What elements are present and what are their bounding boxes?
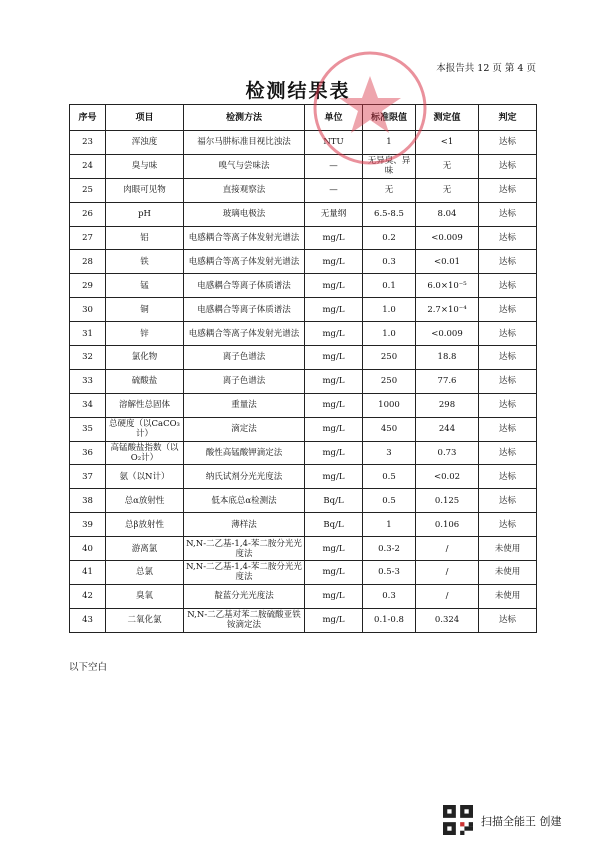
col-header-index: 序号 — [70, 105, 106, 131]
cell-method: 重量法 — [184, 393, 305, 417]
table-row — [70, 489, 537, 513]
cell-item: 游离氯 — [106, 537, 184, 561]
cell-unit: mg/L — [305, 465, 363, 489]
cell-limit: 250 — [363, 346, 416, 370]
cell-judgement: 未使用 — [479, 561, 537, 585]
cell-method: 酸性高锰酸钾滴定法 — [184, 441, 305, 465]
cell-judgement: 达标 — [479, 441, 537, 465]
cell-judgement: 达标 — [479, 250, 537, 274]
cell-item: 氯化物 — [106, 346, 184, 370]
col-header-method: 检测方法 — [184, 105, 305, 131]
cell-judgement: 达标 — [479, 393, 537, 417]
cell-value: 8.04 — [416, 202, 479, 226]
scanner-watermark: 扫描全能王 创建 — [481, 815, 562, 828]
cell-method: 离子色谱法 — [184, 369, 305, 393]
cell-value: 0.125 — [416, 489, 479, 513]
no-more-text: 以下空白 — [69, 662, 108, 673]
table-row — [70, 346, 537, 370]
cell-limit: 无 — [363, 178, 416, 202]
cell-item: pH — [106, 202, 184, 226]
cell-unit: mg/L — [305, 608, 363, 632]
cell-index: 27 — [70, 226, 106, 250]
cell-limit: 0.3-2 — [363, 537, 416, 561]
cell-limit: 450 — [363, 417, 416, 441]
cell-judgement: 达标 — [479, 178, 537, 202]
table-row — [70, 250, 537, 274]
table-row — [70, 393, 537, 417]
cell-limit: 6.5-8.5 — [363, 202, 416, 226]
cell-unit: mg/L — [305, 226, 363, 250]
cell-item: 总β放射性 — [106, 513, 184, 537]
cell-value: 0.106 — [416, 513, 479, 537]
cell-index: 38 — [70, 489, 106, 513]
cell-index: 32 — [70, 346, 106, 370]
cell-item: 肉眼可见物 — [106, 178, 184, 202]
cell-limit: 1.0 — [363, 322, 416, 346]
cell-value: 无 — [416, 178, 479, 202]
cell-value: <0.01 — [416, 250, 479, 274]
col-header-item: 项目 — [106, 105, 184, 131]
cell-judgement: 未使用 — [479, 537, 537, 561]
cell-judgement: 达标 — [479, 417, 537, 441]
cell-unit: mg/L — [305, 561, 363, 585]
cell-method: 直接观察法 — [184, 178, 305, 202]
cell-index: 29 — [70, 274, 106, 298]
cell-judgement: 达标 — [479, 513, 537, 537]
cell-limit: 无异臭、异味 — [363, 154, 416, 178]
cell-unit: — — [305, 178, 363, 202]
cell-limit: 0.5 — [363, 465, 416, 489]
cell-unit: mg/L — [305, 441, 363, 465]
cell-index: 37 — [70, 465, 106, 489]
col-header-limit: 标准限值 — [363, 105, 416, 131]
cell-limit: 1.0 — [363, 298, 416, 322]
cell-limit: 1 — [363, 131, 416, 155]
cell-item: 总硬度（以CaCO₃计） — [106, 417, 184, 441]
cell-index: 41 — [70, 561, 106, 585]
cell-index: 33 — [70, 369, 106, 393]
cell-value: / — [416, 584, 479, 608]
cell-unit: — — [305, 154, 363, 178]
cell-value: 77.6 — [416, 369, 479, 393]
cell-method: 电感耦合等离子体发射光谱法 — [184, 226, 305, 250]
cell-value: 298 — [416, 393, 479, 417]
cell-index: 36 — [70, 441, 106, 465]
cell-method: 电感耦合等离子体质谱法 — [184, 298, 305, 322]
cell-judgement: 达标 — [479, 226, 537, 250]
cell-method: N,N-二乙基-1,4-苯二胺分光光度法 — [184, 561, 305, 585]
col-header-value: 测定值 — [416, 105, 479, 131]
cell-value: <0.02 — [416, 465, 479, 489]
cell-judgement: 达标 — [479, 298, 537, 322]
cell-item: 溶解性总固体 — [106, 393, 184, 417]
cell-method: N,N-二乙基-1,4-苯二胺分光光度法 — [184, 537, 305, 561]
table-row — [70, 608, 537, 632]
table-row — [70, 298, 537, 322]
table-row — [70, 584, 537, 608]
cell-method: 纳氏试剂分光光度法 — [184, 465, 305, 489]
qr-code-icon — [443, 805, 473, 835]
cell-index: 31 — [70, 322, 106, 346]
cell-method: 电感耦合等离子体发射光谱法 — [184, 250, 305, 274]
cell-value: 0.324 — [416, 608, 479, 632]
table-row — [70, 274, 537, 298]
cell-method: 薄样法 — [184, 513, 305, 537]
table-row — [70, 131, 537, 155]
cell-value: 18.8 — [416, 346, 479, 370]
cell-unit: mg/L — [305, 346, 363, 370]
table-row — [70, 322, 537, 346]
cell-item: 总氯 — [106, 561, 184, 585]
cell-method: 玻璃电极法 — [184, 202, 305, 226]
cell-method: 嗅气与尝味法 — [184, 154, 305, 178]
cell-judgement: 达标 — [479, 322, 537, 346]
cell-judgement: 达标 — [479, 346, 537, 370]
cell-item: 锌 — [106, 322, 184, 346]
cell-unit: mg/L — [305, 417, 363, 441]
cell-index: 34 — [70, 393, 106, 417]
cell-index: 24 — [70, 154, 106, 178]
cell-value: 244 — [416, 417, 479, 441]
table-row — [70, 537, 537, 561]
cell-unit: mg/L — [305, 393, 363, 417]
cell-judgement: 达标 — [479, 489, 537, 513]
cell-unit: mg/L — [305, 274, 363, 298]
cell-method: 靛蓝分光光度法 — [184, 584, 305, 608]
cell-method: 电感耦合等离子体质谱法 — [184, 274, 305, 298]
cell-limit: 0.1-0.8 — [363, 608, 416, 632]
cell-item: 硫酸盐 — [106, 369, 184, 393]
table-row — [70, 154, 537, 178]
cell-method: 离子色谱法 — [184, 346, 305, 370]
table-row — [70, 465, 537, 489]
cell-item: 氨（以N计） — [106, 465, 184, 489]
cell-unit: mg/L — [305, 250, 363, 274]
cell-limit: 0.5-3 — [363, 561, 416, 585]
cell-unit: mg/L — [305, 537, 363, 561]
cell-index: 30 — [70, 298, 106, 322]
cell-limit: 0.5 — [363, 489, 416, 513]
cell-value: <0.009 — [416, 322, 479, 346]
cell-value: 0.73 — [416, 441, 479, 465]
cell-item: 锰 — [106, 274, 184, 298]
cell-index: 43 — [70, 608, 106, 632]
table-body — [70, 131, 537, 633]
results-table — [69, 104, 537, 633]
cell-judgement: 达标 — [479, 465, 537, 489]
cell-item: 臭氧 — [106, 584, 184, 608]
cell-item: 高锰酸盐指数（以O₂计） — [106, 441, 184, 465]
cell-value: / — [416, 561, 479, 585]
cell-index: 23 — [70, 131, 106, 155]
cell-index: 28 — [70, 250, 106, 274]
cell-limit: 250 — [363, 369, 416, 393]
cell-limit: 0.3 — [363, 250, 416, 274]
cell-unit: Bq/L — [305, 513, 363, 537]
cell-method: 福尔马肼标准目视比浊法 — [184, 131, 305, 155]
cell-judgement: 达标 — [479, 202, 537, 226]
cell-index: 39 — [70, 513, 106, 537]
table-row — [70, 561, 537, 585]
cell-unit: mg/L — [305, 584, 363, 608]
table-header-row — [70, 105, 537, 131]
cell-item: 臭与味 — [106, 154, 184, 178]
cell-value: 2.7×10⁻⁴ — [416, 298, 479, 322]
cell-unit: mg/L — [305, 369, 363, 393]
cell-unit: mg/L — [305, 298, 363, 322]
table-row — [70, 202, 537, 226]
cell-unit: NTU — [305, 131, 363, 155]
table-row — [70, 513, 537, 537]
cell-method: 低本底总α检测法 — [184, 489, 305, 513]
cell-limit: 0.1 — [363, 274, 416, 298]
cell-judgement: 达标 — [479, 369, 537, 393]
cell-item: 二氧化氯 — [106, 608, 184, 632]
table-row — [70, 369, 537, 393]
cell-limit: 1 — [363, 513, 416, 537]
page-info: 本报告共 12 页 第 4 页 — [436, 63, 536, 74]
cell-value: 无 — [416, 154, 479, 178]
cell-value: 6.0×10⁻⁵ — [416, 274, 479, 298]
cell-unit: mg/L — [305, 322, 363, 346]
cell-index: 25 — [70, 178, 106, 202]
table-row — [70, 226, 537, 250]
col-header-unit: 单位 — [305, 105, 363, 131]
cell-unit: 无量纲 — [305, 202, 363, 226]
cell-index: 35 — [70, 417, 106, 441]
cell-value: / — [416, 537, 479, 561]
table-row — [70, 441, 537, 465]
cell-method: N,N-二乙基对苯二胺硫酸亚铁铵滴定法 — [184, 608, 305, 632]
cell-judgement: 达标 — [479, 274, 537, 298]
cell-item: 铝 — [106, 226, 184, 250]
cell-item: 铜 — [106, 298, 184, 322]
cell-value: <1 — [416, 131, 479, 155]
table-row — [70, 417, 537, 441]
table-row — [70, 178, 537, 202]
col-header-judgement: 判定 — [479, 105, 537, 131]
cell-limit: 0.3 — [363, 584, 416, 608]
cell-limit: 1000 — [363, 393, 416, 417]
cell-judgement: 达标 — [479, 154, 537, 178]
cell-unit: Bq/L — [305, 489, 363, 513]
cell-limit: 0.2 — [363, 226, 416, 250]
cell-method: 电感耦合等离子体发射光谱法 — [184, 322, 305, 346]
cell-item: 铁 — [106, 250, 184, 274]
cell-index: 40 — [70, 537, 106, 561]
page-title: 检测结果表 — [245, 80, 351, 102]
cell-item: 浑浊度 — [106, 131, 184, 155]
cell-index: 26 — [70, 202, 106, 226]
cell-judgement: 未使用 — [479, 584, 537, 608]
cell-item: 总α放射性 — [106, 489, 184, 513]
cell-index: 42 — [70, 584, 106, 608]
cell-limit: 3 — [363, 441, 416, 465]
cell-value: <0.009 — [416, 226, 479, 250]
cell-method: 滴定法 — [184, 417, 305, 441]
cell-judgement: 达标 — [479, 131, 537, 155]
cell-judgement: 达标 — [479, 608, 537, 632]
